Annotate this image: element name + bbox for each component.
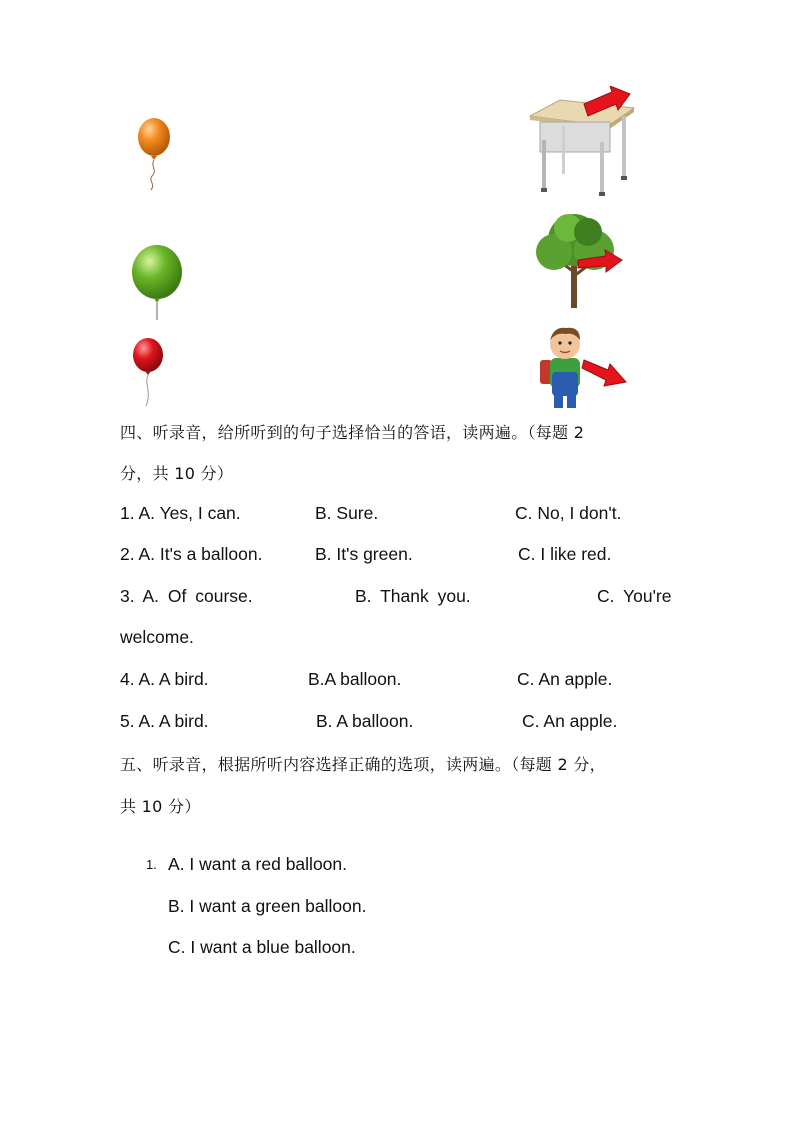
section4-heading-line2: 分，共 10 分） xyxy=(120,464,234,483)
q4-option-c: C. An apple. xyxy=(517,669,613,689)
q5-option-b: B. A balloon. xyxy=(316,711,414,731)
q2-option-a: 2. A. It's a balloon. xyxy=(120,544,263,564)
green-balloon-image xyxy=(126,242,190,324)
tree-image xyxy=(528,210,624,310)
q4-option-a: 4. A. A bird. xyxy=(120,669,209,689)
q2-option-b: B. It's green. xyxy=(315,544,413,564)
q4-option-b: B.A balloon. xyxy=(308,669,402,689)
desk-image xyxy=(526,86,638,198)
q1-option-c: C. No, I don't. xyxy=(515,503,622,523)
q1-option-a: 1. A. Yes, I can. xyxy=(120,503,241,523)
q3-option-b: B. Thank you. xyxy=(355,586,471,606)
boy-image xyxy=(530,322,630,410)
q3-option-c-continued: welcome. xyxy=(120,627,194,647)
q5-option-a: 5. A. A bird. xyxy=(120,711,209,731)
q3-option-c: C. You're xyxy=(597,586,672,606)
q2-option-c: C. I like red. xyxy=(518,544,612,564)
section5-heading-line2: 共 10 分） xyxy=(120,797,201,816)
q5-1-option-a: A. I want a red balloon. xyxy=(168,854,347,874)
q5-1-option-b: B. I want a green balloon. xyxy=(168,896,367,916)
orange-balloon-image xyxy=(120,110,186,200)
q5-option-c: C. An apple. xyxy=(522,711,618,731)
section5-heading-line1: 五、听录音，根据所听内容选择正确的选项，读两遍。（每题 2 分， xyxy=(120,755,606,774)
q5-1-number: 1. xyxy=(146,857,157,872)
q3-option-a: 3. A. Of course. xyxy=(120,586,253,606)
section4-heading-line1: 四、听录音，给所听到的句子选择恰当的答语，读两遍。（每题 2 xyxy=(120,423,585,442)
q5-1-option-c: C. I want a blue balloon. xyxy=(168,937,356,957)
q1-option-b: B. Sure. xyxy=(315,503,379,523)
red-balloon-image xyxy=(128,334,170,408)
